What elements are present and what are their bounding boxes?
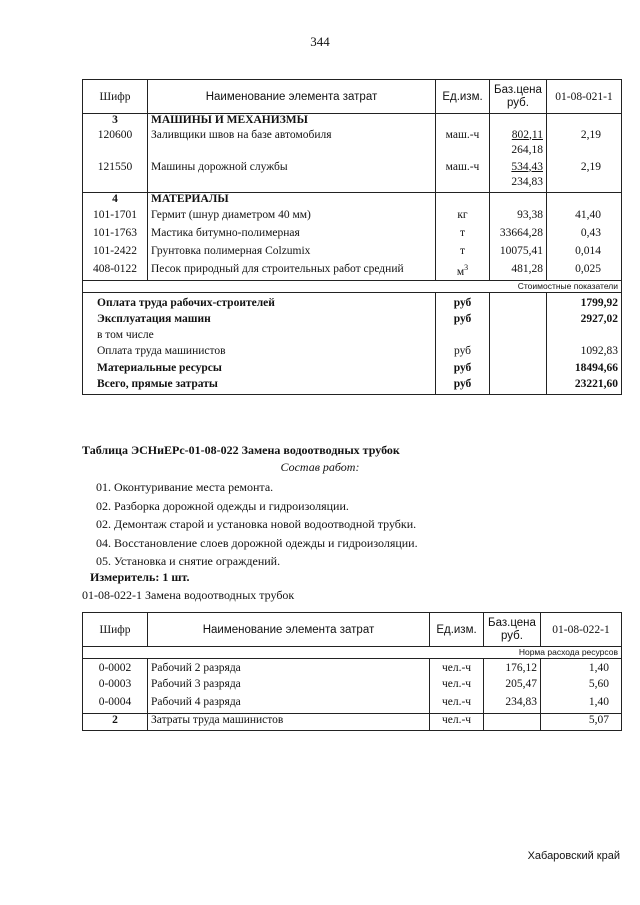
section-row <box>83 114 622 129</box>
section-number: 3 <box>83 114 148 129</box>
col-header-norm-code: 01-08-021-1 <box>547 80 622 114</box>
table-row: 101-1763 Мастика битумно-полимерная т 33664,28 0,43 <box>83 227 622 245</box>
total-row: в том числе <box>83 329 622 345</box>
section-number: 2 <box>83 714 148 731</box>
col-header-name: Наименование элемента затрат <box>148 613 430 647</box>
table-row: 120600 Заливщики швов на базе автомобиля маш.-ч 802,11 2,19 <box>83 129 622 144</box>
table-row: 101-2422 Грунтовка полимерная Colzumix т 10075,41 0,014 <box>83 245 622 263</box>
table-row: 408-0122 Песок природный для строительных работ средний $м^3$ 481,28 0,025 <box>83 263 622 281</box>
section-row: 2 Затраты труда машинистов чел.-ч 5,07 <box>83 714 622 731</box>
list-item: 04. Восстановление слоев дорожной одежды и гидроизоляции. <box>96 535 418 550</box>
table-row: 101-1701 Гермит (шнур диаметром 40 мм) кг 93,38 41,40 <box>83 209 622 227</box>
list-item: 05. Установка и снятие ограждений. <box>96 554 281 568</box>
list-item: 01. Оконтуривание места ремонта. <box>96 480 274 494</box>
col-header-unit: Ед.изм. <box>430 613 484 647</box>
col-header-price: Баз.цена руб. <box>484 613 541 647</box>
operations-list <box>96 478 418 571</box>
list-item: 02. Разборка дорожной одежды и гидроизоляции. <box>96 498 349 513</box>
section-title: МАТЕРИАЛЫ <box>148 193 436 209</box>
composition-title: Состав работ: <box>280 460 360 474</box>
resource-table-022 <box>82 612 622 731</box>
total-row: Оплата труда машинистов руб 1092,83 <box>83 345 622 362</box>
norm-subtitle: 01-08-022-1 Замена водоотводных трубок <box>82 588 295 602</box>
total-row: Материальные ресурсы руб 18494,66 <box>83 362 622 378</box>
region-footer: Хабаровский край <box>527 850 620 862</box>
total-row: Оплата труда рабочих-строителей руб 1799,92 <box>83 293 622 313</box>
resource-table-021: Шифр Наименование элемента затрат Ед.изм. Баз.цена руб. 01-08-021-1 3 МАШИНЫ И МЕХАНИЗМЫ 120600 Заливщики швов на базе автомобиля маш.-ч 802,11 2,19 264,18 121550 Машины дорожной службы маш.-ч 534,43 2,19 234,83 4 МАТЕРИАЛЫ 101-1701 Гермит (шнур диаметром 40 мм) кг 93,38 41,40 101-1763 Мастика битумно-полимерная т 33664,28 0,43 101-2422 Грунтовка полимерная Colzumix т 10075,41 0,014 408-0122 Песок природный для строительных работ средний $м^3$ 481,28 0,025 Стоимостные показатели Оплата труда рабочих-строителей руб 1799,92 Эксплуатация машин руб 2927,02 в том числе Оплата труда машинистов руб 1092,83 Материальные ресурсы руб 18494,66 Всего, прямые затраты руб 23221,60 <box>82 79 622 395</box>
section-title: МАШИНЫ И МЕХАНИЗМЫ <box>148 114 436 129</box>
total-row: Эксплуатация машин руб 2927,02 <box>83 313 622 329</box>
page-number: 344 <box>310 34 330 49</box>
list-item: 02. Демонтаж старой и установка новой водоотводной трубки. <box>96 517 417 531</box>
total-row: Всего, прямые затраты руб 23221,60 <box>83 378 622 395</box>
section-row <box>83 193 622 209</box>
cost-indicators-label: Стоимостные показатели <box>83 281 622 293</box>
col-header-unit: Ед.изм. <box>436 80 490 114</box>
col-header-name: Наименование элемента затрат <box>148 80 436 114</box>
table-caption: Таблица ЭСНиЕРс-01-08-022 Замена водоотводных трубок <box>82 443 400 457</box>
section-number: 4 <box>83 193 148 209</box>
col-header-code: Шифр <box>83 613 148 647</box>
table-row: 0-0003 Рабочий 3 разряда чел.-ч 205,47 5,60 <box>83 678 622 696</box>
col-header-price: Баз.цена руб. <box>490 80 547 114</box>
col-header-code: Шифр <box>83 80 148 114</box>
table-row: 121550 Машины дорожной службы маш.-ч 534,43 2,19 <box>83 161 622 176</box>
measurer: Измеритель: 1 шт. <box>90 570 190 584</box>
col-header-norm-code: 01-08-022-1 <box>541 613 622 647</box>
table-row: 0-0002 Рабочий 2 разряда чел.-ч 176,12 1,40 <box>83 659 622 678</box>
table-row: 0-0004 Рабочий 4 разряда чел.-ч 234,83 1,40 <box>83 696 622 714</box>
norm-label: Норма расхода ресурсов <box>83 647 622 659</box>
